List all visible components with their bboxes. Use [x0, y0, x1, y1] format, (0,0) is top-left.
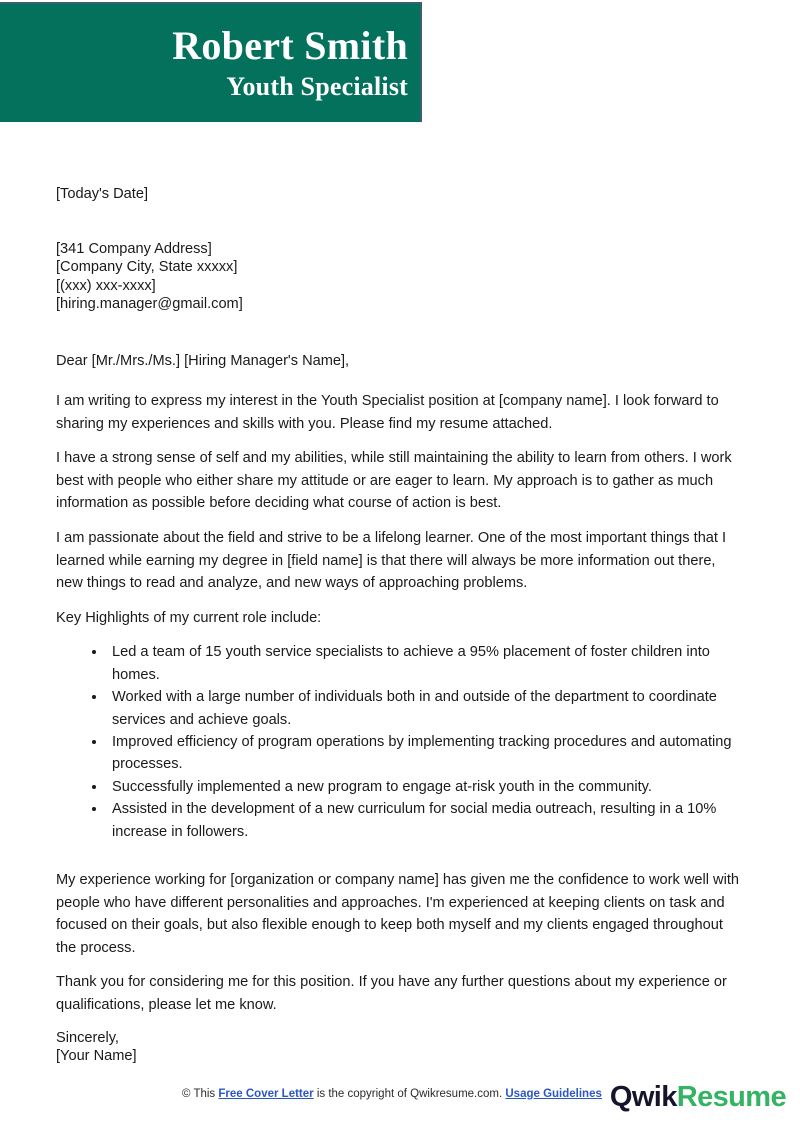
spacer: [56, 204, 746, 240]
footer-copyright: [182, 1088, 602, 1100]
letter-body: [56, 185, 746, 1066]
signature-placeholder: [Your Name]: [56, 1048, 137, 1065]
usage-guidelines-link[interactable]: Usage Guidelines: [505, 1088, 602, 1100]
spacer: [56, 595, 746, 607]
list-item-text: Successfully implemented a new program to engage at-risk youth in the community.: [112, 778, 652, 795]
salutation: Dear [Mr./Mrs./Ms.] [Hiring Manager's Name],: [56, 352, 350, 369]
qwikresume-logo[interactable]: [610, 1081, 786, 1114]
list-item: [56, 686, 746, 731]
logo-text-resume: Resume: [676, 1081, 786, 1113]
highlights-intro: Key Highlights of my current role include:: [56, 609, 322, 626]
applicant-job-title: Youth Specialist: [226, 71, 408, 101]
footer-copyright-middle: is the copyright of Qwikresume.com.: [316, 1088, 503, 1100]
spacer: [56, 629, 746, 641]
bullet-icon: [92, 695, 96, 699]
spacer: [56, 959, 746, 971]
list-item-text: Worked with a large number of individuals both in and outside of the department to coordinate services and achieve goals.: [112, 689, 717, 728]
paragraph-1: I am writing to express my interest in the Youth Specialist position at [company name]. I look forward to sharing my experiences and skills with you. Please find my resume attached.: [56, 393, 719, 432]
footer-copyright-prefix: © This: [182, 1088, 216, 1100]
closing: Sincerely,: [56, 1029, 119, 1046]
spacer: [56, 435, 746, 447]
recipient-city-state-zip: [Company City, State xxxxx]: [56, 259, 238, 275]
spacer: [56, 372, 746, 390]
recipient-phone: [(xxx) xxx-xxxx]: [56, 277, 156, 294]
list-item: [56, 776, 746, 798]
free-cover-letter-link[interactable]: Free Cover Letter: [218, 1088, 314, 1100]
list-item: [56, 731, 746, 776]
paragraph-4: My experience working for [organization or company name] has given me the confidence to work well with people who have different personalities and approaches. I'm experienced at keeping clients on task and focused on their goals, but also flexible enough to keep both myself and my clients engaged throughout the process.: [56, 872, 739, 956]
list-item: [56, 798, 746, 843]
spacer: [56, 515, 746, 527]
applicant-name: Robert Smith: [172, 23, 408, 69]
list-item-text: Led a team of 15 youth service specialists to achieve a 95% placement of foster children into homes.: [112, 644, 710, 683]
recipient-email: [hiring.manager@gmail.com]: [56, 296, 243, 312]
paragraph-3: I am passionate about the field and strive to be a lifelong learner. One of the most important things that I learned while earning my degree in [field name] is that there will always be more information out there, new things to read and analyze, and new ways of approaching problems.: [56, 530, 727, 592]
spacer: [56, 1017, 746, 1029]
bullet-icon: [92, 785, 96, 789]
spacer: [56, 843, 746, 869]
list-item-text: Assisted in the development of a new curriculum for social media outreach, resulting in a 10% increase in followers.: [112, 801, 717, 840]
list-item-text: Improved efficiency of program operations by implementing tracking procedures and automating processes.: [112, 734, 732, 773]
logo-text-qwik: Qwik: [609, 1081, 677, 1113]
header-banner: [0, 2, 422, 122]
bullet-icon: [92, 807, 96, 811]
highlights-list: [56, 641, 746, 843]
paragraph-2: I have a strong sense of self and my abilities, while still maintaining the ability to learn from others. I work best with people who either share my attitude or are eager to learn. My approach is to gather as much information as possible before deciding what course of action is best.: [56, 450, 732, 512]
paragraph-5: Thank you for considering me for this position. If you have any further questions about my experience or qualifications, please let me know.: [56, 974, 727, 1014]
date-placeholder: [Today's Date]: [56, 186, 149, 202]
bullet-icon: [92, 650, 96, 654]
bullet-icon: [92, 740, 96, 744]
recipient-address: [341 Company Address]: [56, 240, 212, 257]
list-item: [56, 641, 746, 686]
footer: [0, 1079, 800, 1123]
spacer: [56, 314, 746, 350]
